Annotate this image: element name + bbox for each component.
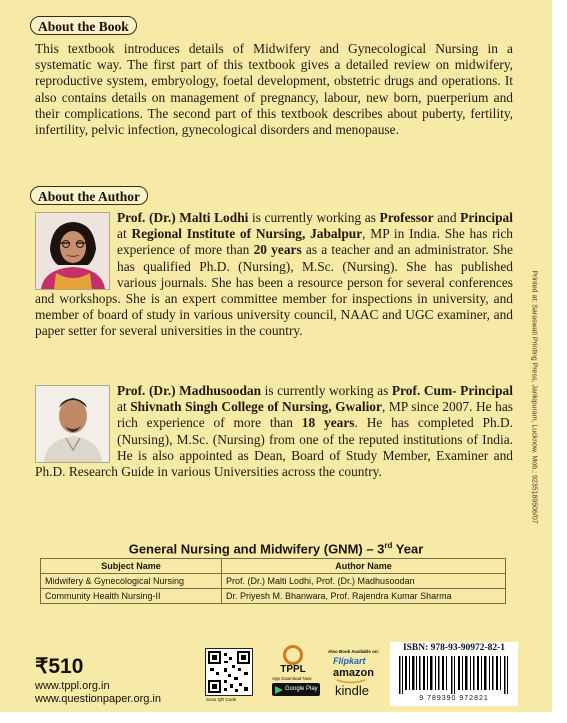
author1-role: Professor <box>379 210 434 225</box>
price: ₹510 <box>35 655 84 678</box>
author2-bio: Prof. (Dr.) Madhusoodan is currently working as Prof. Cum- Principal at Shivnath Singh College of Nursing, Gwalior, MP since 2007. He has rich experience of more than 18 years. He has completed Ph.D. (Nursing), M.Sc. (Nursing) from one of the reputed institutions of India. He is also appointed as Dean, Board of Study Member, Examiner and Ph.D. Research Guide in various Universities across the country. <box>35 383 514 480</box>
table-row <box>41 574 506 589</box>
kindle-logo[interactable]: kindle <box>335 683 369 698</box>
qr-caption: Scan QR Code <box>206 697 237 702</box>
about-book-text: This textbook introduces details of Midwifery and Gynecological Nursing in a systematic way. The first part of this textbook gives a detailed review on midwifery, reproductive system, embryology, foetal development, obstetric drugs and operations. It also contains details on management of pregnancy, labour, new born, puerperium and their complications. The second part of this textbook describes about puberty, fertility, infertility, pelvic infection, gynecological disorders and menopause. <box>35 41 513 138</box>
isbn-barcode-box <box>390 642 518 706</box>
url-tppl[interactable]: www.tppl.org.in <box>35 680 110 692</box>
table-row <box>41 589 506 604</box>
tppl-logo-icon <box>283 645 303 665</box>
url-questionpaper[interactable]: www.questionpaper.org.in <box>35 693 161 705</box>
table-header-row <box>41 559 506 574</box>
amazon-logo[interactable]: amazon <box>333 667 374 679</box>
tppl-logo-text: TPPL <box>280 664 306 675</box>
google-play-badge[interactable]: Google Play <box>272 683 320 696</box>
author2-role: Prof. Cum- Principal <box>391 383 513 398</box>
tppl-caption: App Download Now <box>272 676 312 681</box>
table-cell: Community Health Nursing-II <box>41 589 222 604</box>
col-header-subject: Subject Name <box>41 559 222 574</box>
author1-name: Prof. (Dr.) Malti Lodhi <box>117 210 249 225</box>
author1-bio: Prof. (Dr.) Malti Lodhi is currently working as Professor and Principal at Regional Institute of Nursing, Jabalpur, MP in India. She has rich experience of more than 20 years as a teacher and an administrator. She has qualified Ph.D. (Nursing), M.Sc. (Nursing). She has published various journals. She has been a resource person for several conferences and workshops. She is an expert committee member for inspections in university, and member of board of study in various university council, NAAC and UGC examiner, and paper setter for several universities in the country. <box>35 210 514 339</box>
table-cell: Dr. Priyesh M. Bhanwara, Prof. Rajendra Kumar Sharma <box>222 589 506 604</box>
flipkart-logo[interactable]: Flipkart <box>333 656 366 666</box>
author2-name: Prof. (Dr.) Madhusoodan <box>117 383 262 398</box>
about-book-heading: About the Book <box>30 16 137 35</box>
author2-institution: Shivnath Singh College of Nursing, Gwalior <box>130 399 382 415</box>
qr-code[interactable] <box>205 648 253 696</box>
available-on: Also Book Available on: <box>328 649 380 654</box>
about-author-heading: About the Author <box>30 186 148 205</box>
barcode-icon <box>395 656 513 694</box>
col-header-author: Author Name <box>222 559 506 574</box>
printer-credit: Printed at: Saraswati Printing Press, Jankipuram, Lucknow. Mob.: 9235189506/07 <box>530 270 538 524</box>
series-table <box>40 558 506 604</box>
barcode-digits: 9 789390 972821 <box>419 695 489 702</box>
series-title: General Nursing and Midwifery (GNM) – 3rd Year <box>128 541 424 557</box>
isbn-number: ISBN: 978-93-90972-82-1 <box>402 643 506 653</box>
author1-institution: Regional Institute of Nursing, Jabalpur <box>131 226 363 242</box>
table-cell: Midwifery & Gynecological Nursing <box>41 574 222 589</box>
table-cell: Prof. (Dr.) Malti Lodhi, Prof. (Dr.) Madhusoodan <box>222 574 506 589</box>
google-play-icon <box>274 685 284 695</box>
